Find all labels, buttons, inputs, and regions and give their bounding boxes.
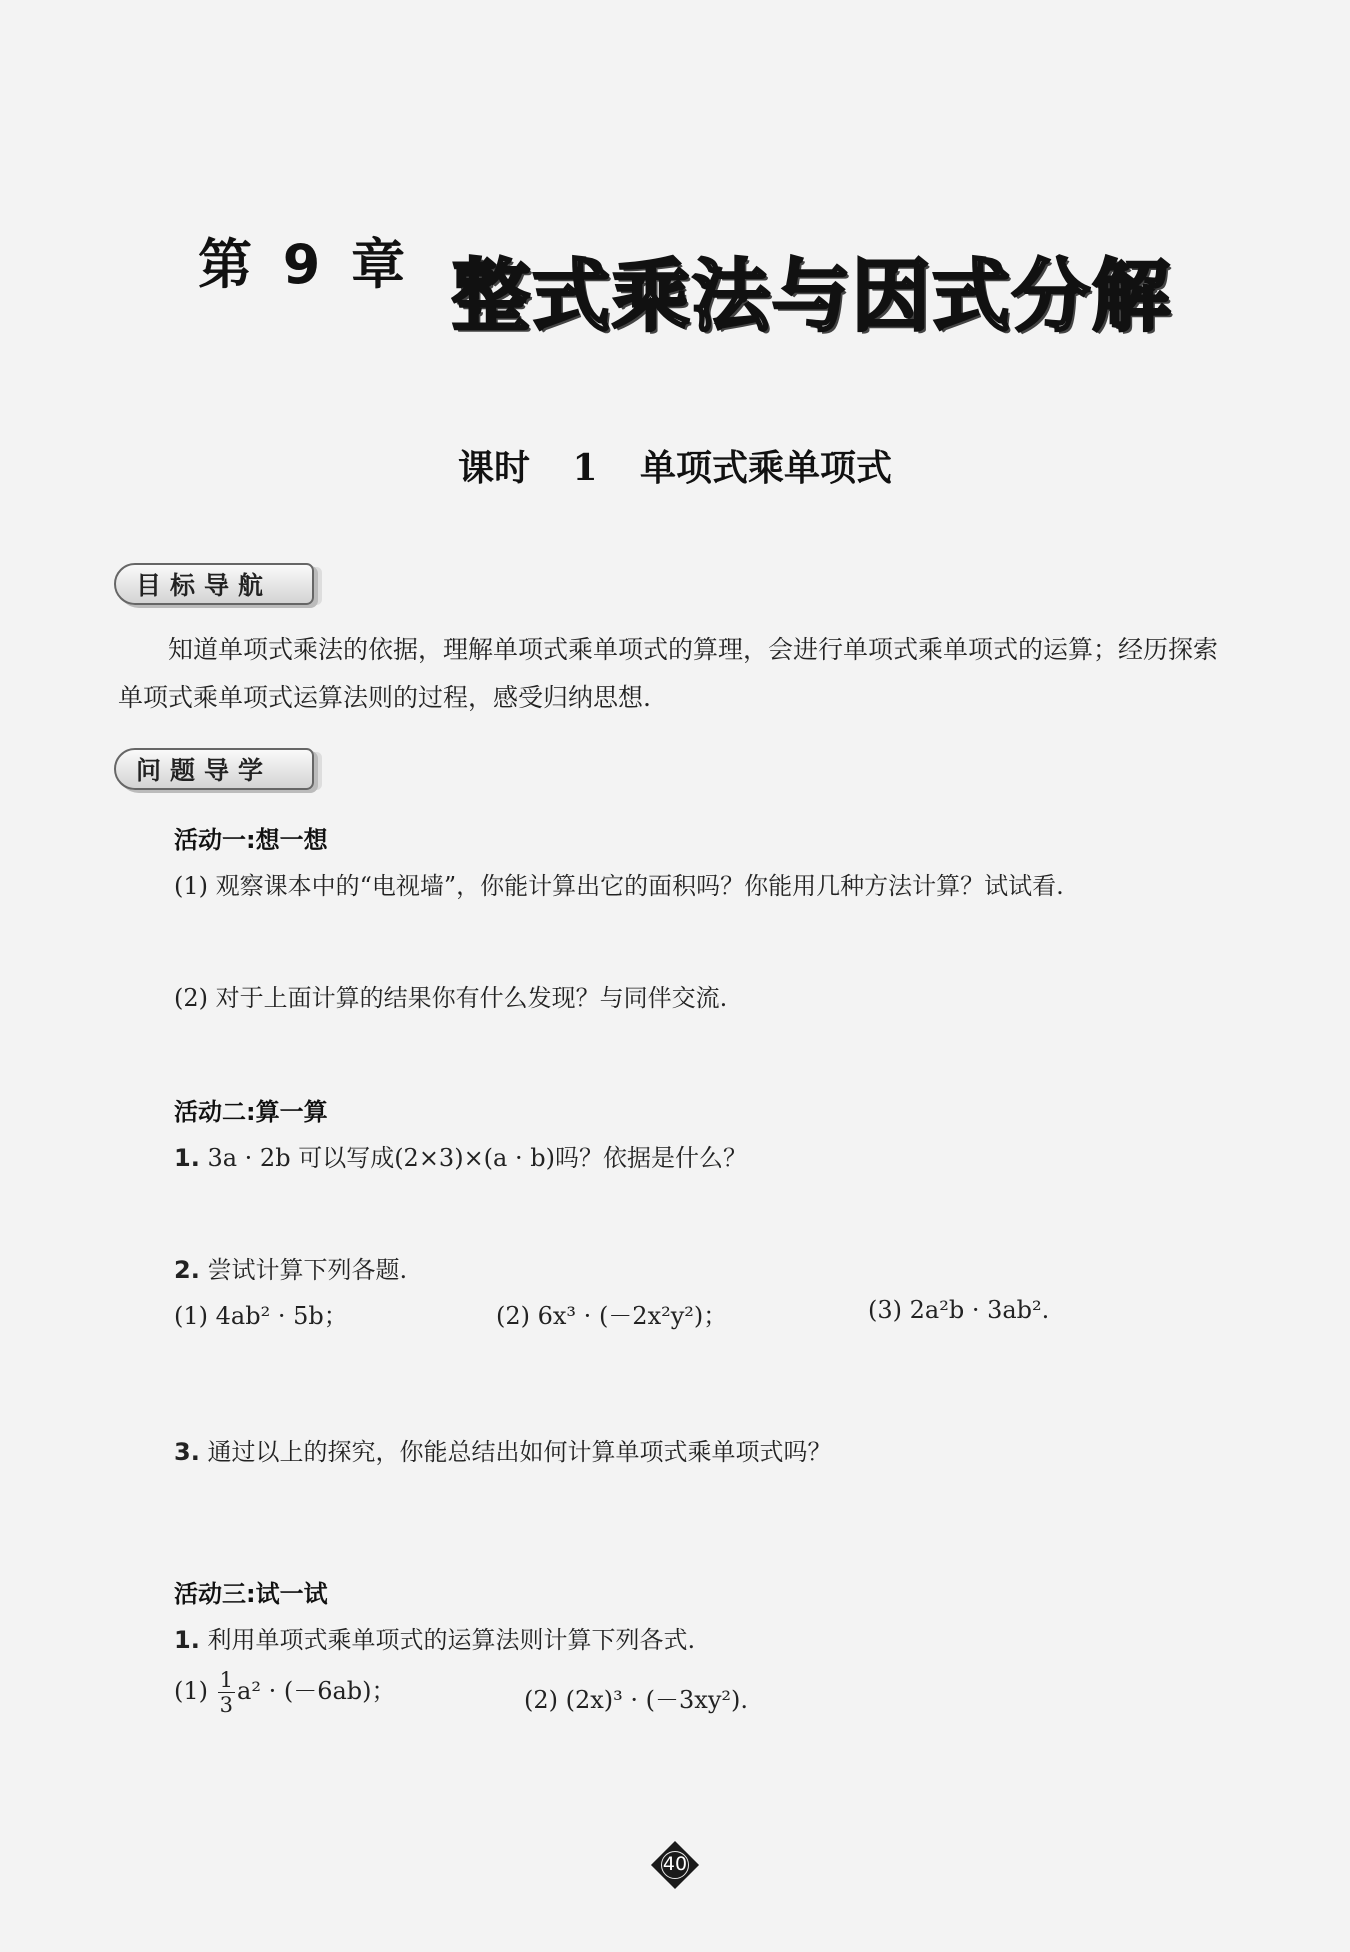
item-number: 1. xyxy=(174,1626,200,1654)
goal-section-header xyxy=(114,563,314,605)
activity3-problem-1 xyxy=(174,1668,396,1717)
activity3-problem-2: (2) (2x)³ · (－3xy²). xyxy=(524,1686,749,1714)
item-number: 3. xyxy=(174,1438,200,1466)
activity2-problem-2: (2) 6x³ · (－2x²y²)； xyxy=(496,1302,728,1330)
activity1-question-1: (1) 观察课本中的“电视墙”，你能计算出它的面积吗？你能用几种方法计算？试试看. xyxy=(174,872,1064,900)
activity2-item-3 xyxy=(174,1432,831,1467)
chapter-title: 整式乘法与因式分解 xyxy=(452,252,1173,342)
item-text: 利用单项式乘单项式的运算法则计算下列各式. xyxy=(207,1626,696,1654)
activity2-problem-3: (3) 2a²b · 3ab². xyxy=(868,1296,1050,1324)
fraction-denominator: 3 xyxy=(219,1693,234,1717)
item-text: 3a · 2b 可以写成(2×3)×(a · b)吗？依据是什么？ xyxy=(207,1144,747,1172)
activity1-question-2: (2) 对于上面计算的结果你有什么发现？与同伴交流. xyxy=(174,984,728,1012)
page-number-badge xyxy=(650,1840,700,1890)
problem-prefix: (1) xyxy=(174,1677,208,1705)
fraction-numerator: 1 xyxy=(219,1668,234,1692)
activity2-item-1 xyxy=(174,1138,747,1173)
problem-section-header xyxy=(114,748,314,790)
problem-section-header-label: 问题导学 xyxy=(136,756,273,785)
activity3-item-1 xyxy=(174,1620,695,1655)
goal-section-header-label: 目标导航 xyxy=(136,571,273,600)
item-text: 通过以上的探究，你能总结出如何计算单项式乘单项式吗？ xyxy=(207,1438,832,1466)
fraction-one-third xyxy=(218,1668,235,1717)
problem-expression: a² · (－6ab)； xyxy=(237,1677,396,1705)
item-text: 尝试计算下列各题. xyxy=(207,1256,408,1284)
chapter-label: 第 9 章 xyxy=(198,233,412,296)
activity2-item-2 xyxy=(174,1250,407,1285)
activity1-title: 活动一:想一想 xyxy=(174,826,328,854)
goal-description: 知道单项式乘法的依据，理解单项式乘单项式的算理，会进行单项式乘单项式的运算；经历探索单项式乘单项式运算法则的过程，感受归纳思想. xyxy=(118,635,1219,712)
lesson-title: 课时 1 单项式乘单项式 xyxy=(457,447,893,489)
activity2-title: 活动二:算一算 xyxy=(174,1098,328,1126)
item-number: 2. xyxy=(174,1256,200,1284)
activity3-title: 活动三:试一试 xyxy=(174,1580,328,1608)
item-number: 1. xyxy=(174,1144,200,1172)
activity2-problem-1: (1) 4ab² · 5b； xyxy=(174,1302,348,1330)
page-number: 40 xyxy=(662,1853,688,1875)
